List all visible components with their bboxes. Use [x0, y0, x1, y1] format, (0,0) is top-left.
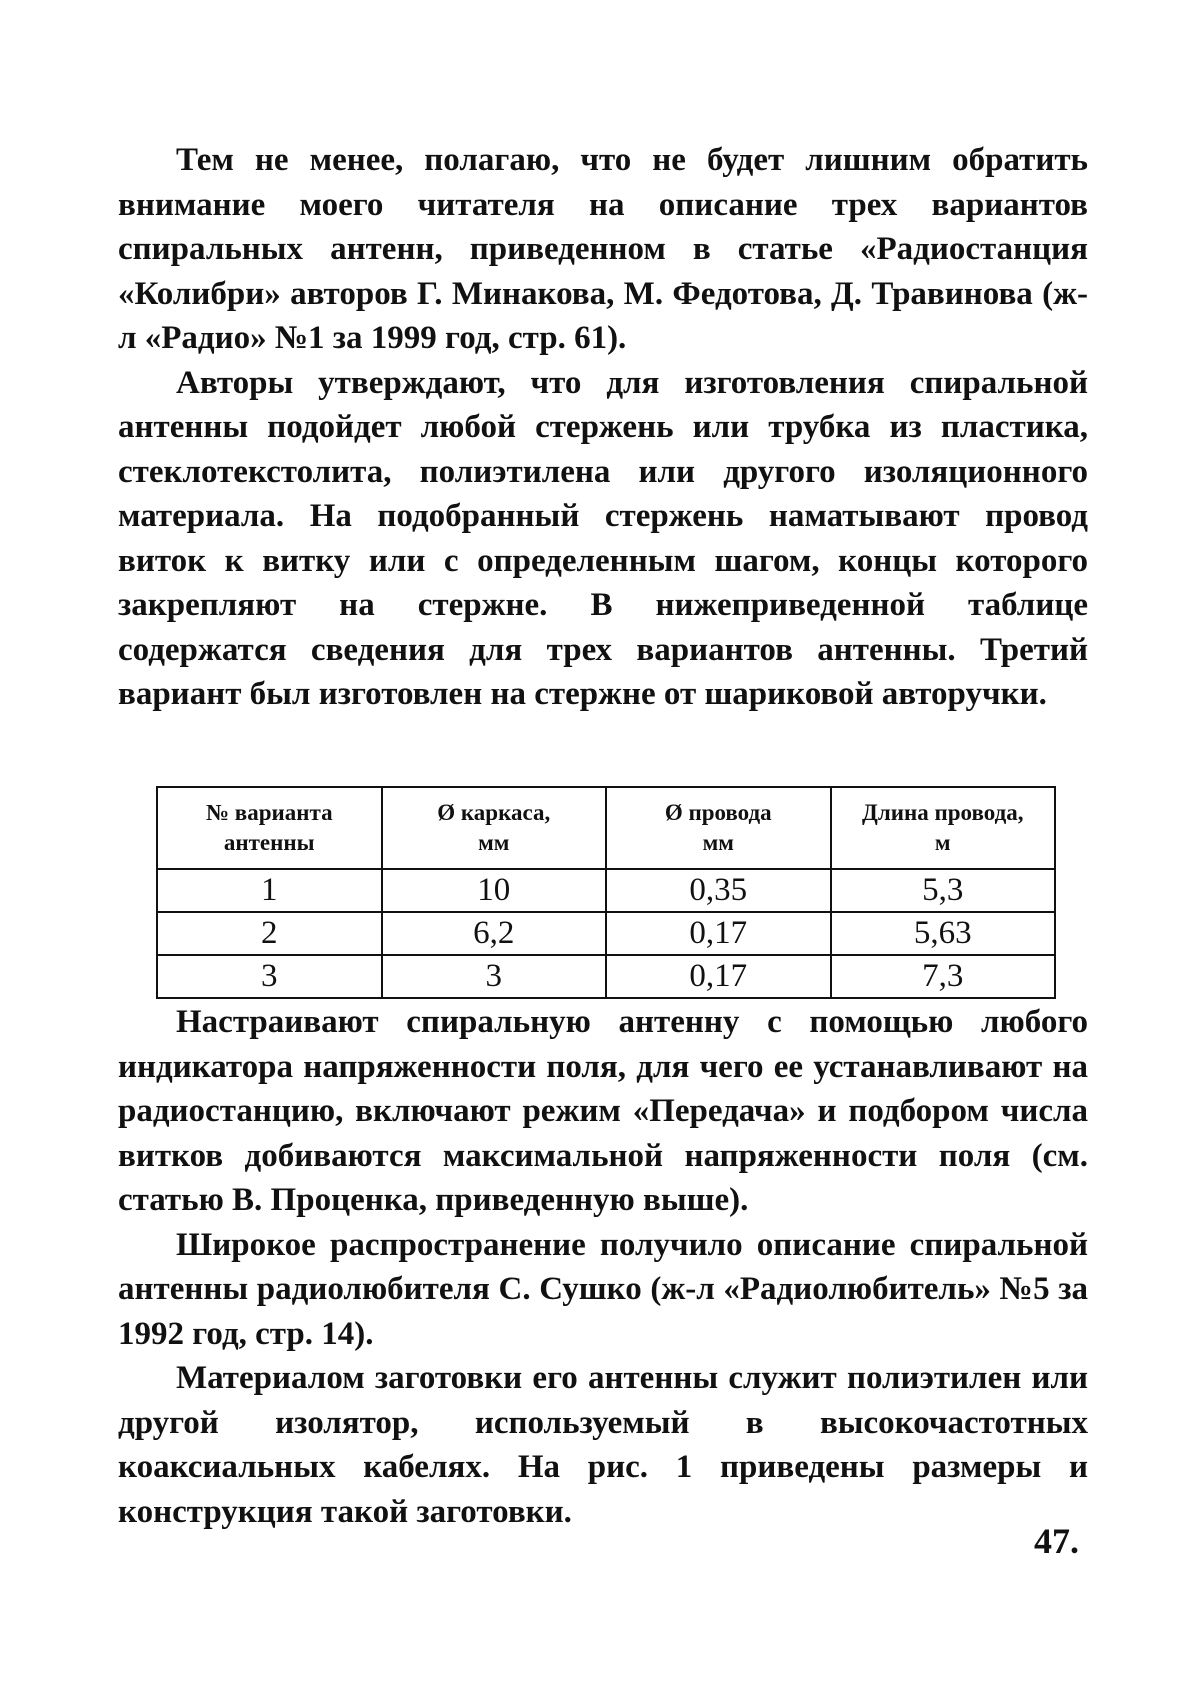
table-row — [157, 912, 1055, 955]
header-frame-diameter: Ø каркаса, мм — [382, 787, 607, 869]
table-cell: 1 — [157, 869, 382, 912]
text-block-bottom — [118, 1000, 1088, 1534]
table-cell: 2 — [157, 912, 382, 955]
table-cell: 3 — [157, 955, 382, 998]
table-cell: 0,17 — [606, 955, 831, 998]
text-block-top — [118, 138, 1088, 717]
table-row — [157, 869, 1055, 912]
page-number: 47. — [1034, 1521, 1079, 1561]
table-row — [157, 955, 1055, 998]
antenna-variants-table — [156, 786, 1056, 999]
paragraph: Тем не менее, полагаю, что не будет лишним обратить внимание моего читателя на описание трех вариантов спиральных антенн, приведенном в статье «Радиостанция «Колибри» авторов Г. Минакова, М. Федотова, Д. Травинова (ж-л «Радио» №1 за 1999 год, стр. 61). — [118, 142, 1088, 356]
header-variant-number: № варианта антенны — [157, 787, 382, 869]
paragraph: Материалом заготовки его антенны служит полиэтилен или другой изолятор, используемый в высокочастотных коаксиальных кабелях. На рис. 1 приведены размеры и конструкция такой заготовки. — [118, 1360, 1088, 1530]
table-header-row — [157, 787, 1055, 869]
header-wire-length: Длина провода, м — [831, 787, 1056, 869]
header-wire-diameter: Ø провода мм — [606, 787, 831, 869]
table-cell: 0,35 — [606, 869, 831, 912]
table-cell: 6,2 — [382, 912, 607, 955]
table-cell: 10 — [382, 869, 607, 912]
table-cell: 5,63 — [831, 912, 1056, 955]
paragraph: Авторы утверждают, что для изготовления спиральной антенны подойдет любой стержень или трубка из пластика, стеклотекстолита, полиэтилена или другого изоляционного материала. На подобранный стержень наматывают провод виток к витку или с определенным шагом, концы которого закрепляют на стержне. В нижеприведенной таблице содержатся сведения для трех вариантов антенны. Третий вариант был изготовлен на стержне от шариковой авторучки. — [118, 364, 1088, 712]
paragraph: Широкое распространение получило описание спиральной антенны радиолюбителя С. Сушко (ж-л «Радиолюбитель» №5 за 1992 год, стр. 14). — [118, 1226, 1088, 1352]
table-cell: 5,3 — [831, 869, 1056, 912]
table-cell: 0,17 — [606, 912, 831, 955]
table-cell: 3 — [382, 955, 607, 998]
paragraph: Настраивают спиральную антенну с помощью любого индикатора напряженности поля, для чего ее устанавливают на радиостанцию, включают режим «Передача» и подбором числа витков добиваются максимальной напряженности поля (см. статью В. Проценка, приведенную выше). — [118, 1004, 1088, 1218]
table-cell: 7,3 — [831, 955, 1056, 998]
